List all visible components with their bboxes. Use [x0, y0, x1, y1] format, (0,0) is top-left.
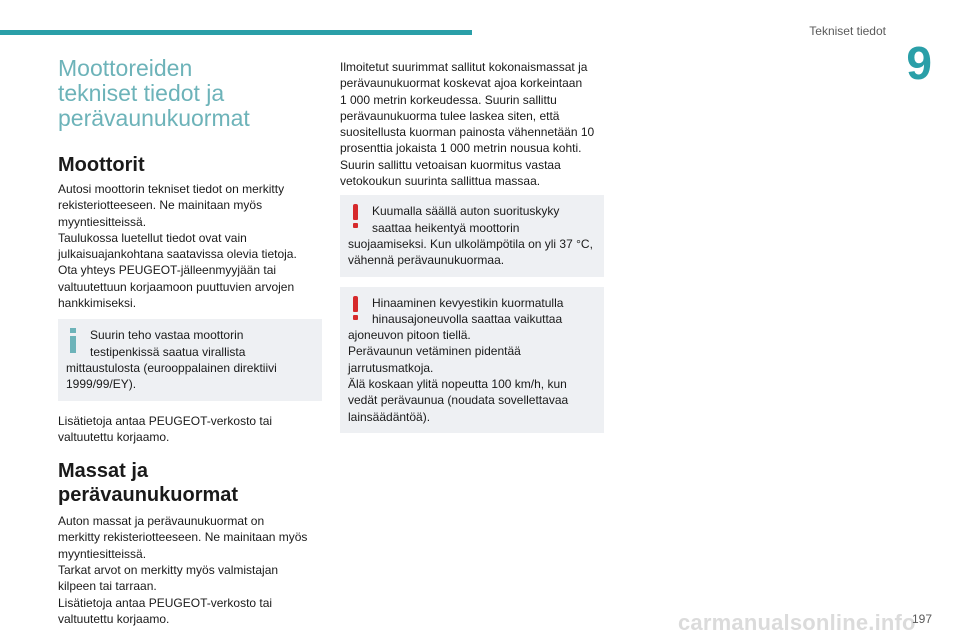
- text-line: mittaustulosta (eurooppalainen direktiivi: [66, 360, 277, 375]
- masses-paragraph: [58, 513, 322, 627]
- heading-line: perävaunukuormat: [58, 484, 239, 507]
- text-line: suositellusta kuorman painosta vähennetään 10: [340, 125, 595, 140]
- text-line: myyntiesitteissä.: [58, 214, 147, 229]
- text-line: merkitty rekisteriotteeseen. Ne mainitaan myös: [58, 530, 308, 545]
- info-box-text: [66, 327, 314, 392]
- page-number: 197: [911, 612, 932, 626]
- text-line: rekisteriotteeseen. Ne mainitaan myös: [58, 198, 263, 213]
- text-line: Tarkat arvot on merkitty myös valmistajan: [58, 563, 279, 578]
- text-line: Auton massat ja perävaunukuormat on: [58, 514, 265, 529]
- intro-paragraph: [340, 59, 604, 189]
- text-line: Hinaaminen kevyestikin kuormatulla: [372, 295, 564, 310]
- warning-box-heat: [340, 195, 604, 276]
- section-title: [58, 56, 322, 131]
- warning-box-towing: [340, 287, 604, 433]
- text-line: hankkimiseksi.: [58, 296, 137, 311]
- text-line: ajoneuvon pitoon tiellä.: [348, 328, 471, 343]
- chapter-header-title: Tekniset tiedot: [809, 24, 886, 38]
- right-column: [340, 59, 604, 433]
- text-line: 1 000 metrin korkeudessa. Suurin sallittu: [340, 92, 557, 107]
- chapter-number: 9: [906, 37, 932, 89]
- heading-line: Massat ja: [58, 460, 149, 483]
- text-line: hinausajoneuvolla saattaa vaikuttaa: [372, 311, 563, 326]
- text-line: myyntiesitteissä.: [58, 546, 147, 561]
- warning-icon: [350, 204, 360, 230]
- chapter-color-bar: [0, 30, 472, 35]
- more-info-paragraph: [58, 413, 322, 446]
- info-icon: [68, 328, 78, 354]
- text-line: jarrutusmatkoja.: [348, 360, 434, 375]
- engines-heading: Moottorit: [58, 154, 145, 176]
- text-line: saattaa heikentyä moottorin: [372, 220, 520, 235]
- text-line: lainsäädäntöä).: [348, 409, 431, 424]
- text-line: Lisätietoja antaa PEUGEOT-verkosto tai: [58, 413, 273, 428]
- text-line: Kuumalla säällä auton suorituskyky: [372, 204, 560, 219]
- text-line: 1999/99/EY).: [66, 377, 137, 392]
- text-line: perävaunukuormat koskevat ajoa korkeintaan: [340, 76, 583, 91]
- section-title-line: perävaunukuormat: [58, 105, 250, 131]
- text-line: Suurin teho vastaa moottorin: [90, 328, 244, 343]
- text-line: Perävaunun vetäminen pidentää: [348, 344, 521, 359]
- text-line: vedät perävaunua (noudata sovellettavaa: [348, 393, 569, 408]
- text-line: testipenkissä saatua virallista: [90, 344, 246, 359]
- section-title-line: Moottoreiden: [58, 55, 193, 81]
- text-line: prosenttia jokaista 1 000 metrin nousua kohti.: [340, 141, 582, 156]
- text-line: julkaisuajankohtana saatavissa olevia tietoja.: [58, 247, 297, 262]
- left-column: [58, 56, 322, 627]
- warning-icon: [350, 296, 360, 322]
- text-line: valtuutettu korjaamo.: [58, 611, 170, 626]
- text-line: suojaamiseksi. Kun ulkolämpötila on yli 37 °C,: [348, 236, 593, 251]
- text-line: Ilmoitetut suurimmat sallitut kokonaismassat ja: [340, 60, 588, 74]
- text-line: Taulukossa luetellut tiedot ovat vain: [58, 230, 247, 245]
- text-line: Ota yhteys PEUGEOT-jälleenmyyjään tai: [58, 263, 277, 278]
- text-line: valtuutettuun korjaamoon puuttuvien arvojen: [58, 279, 295, 294]
- section-title-line: tekniset tiedot ja: [58, 80, 225, 106]
- info-box: [58, 319, 322, 400]
- text-line: perävaunukuorma tulee laskea siten, että: [340, 108, 560, 123]
- text-line: Älä koskaan ylitä nopeutta 100 km/h, kun: [348, 377, 567, 392]
- text-line: Lisätietoja antaa PEUGEOT-verkosto tai: [58, 595, 273, 610]
- text-line: valtuutettu korjaamo.: [58, 429, 170, 444]
- watermark: carmanualsonline.info: [678, 610, 916, 635]
- warning-box-text: [348, 203, 596, 268]
- warning-box-text: [348, 295, 596, 425]
- engines-paragraph: [58, 181, 322, 311]
- masses-heading: [58, 459, 322, 507]
- text-line: Autosi moottorin tekniset tiedot on merkitty: [58, 182, 285, 196]
- text-line: kilpeen tai tarraan.: [58, 579, 157, 594]
- text-line: vähennä perävaunukuormaa.: [348, 253, 505, 268]
- text-line: Suurin sallittu vetoaisan kuormitus vastaa: [340, 157, 561, 172]
- text-line: vetokoukun suurinta sallittua massaa.: [340, 174, 541, 189]
